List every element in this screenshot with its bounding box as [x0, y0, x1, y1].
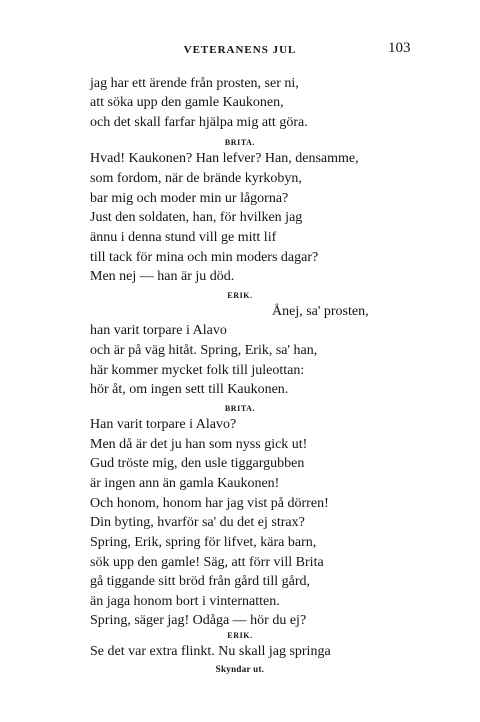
verse-line: än jaga honom bort i vinternatten. — [90, 594, 280, 609]
verse-line: Ånej, sa' prosten, — [272, 304, 369, 319]
verse-line: ännu i denna stund vill ge mitt lif — [90, 230, 277, 245]
verse-line: Spring, Erik, spring för lifvet, kära barn, — [90, 535, 317, 550]
speaker-name: ERIK. — [227, 291, 253, 300]
verse-line: att söka upp den gamle Kaukonen, — [90, 95, 284, 110]
stage-direction: Skyndar ut. — [215, 664, 265, 674]
verse-line: här kommer mycket folk till juleottan: — [90, 363, 305, 378]
verse-line: och är på väg hitåt. Spring, Erik, sa' han, — [90, 343, 318, 358]
verse-line: till tack för mina och min moders dagar? — [90, 250, 319, 265]
verse-line: Spring, säger jag! Odåga — hör du ej? — [90, 613, 307, 628]
speaker-name: ERIK. — [227, 631, 253, 640]
verse-line: gå tiggande sitt bröd från gård till gård, — [90, 574, 311, 589]
verse-line: som fordom, när de brände kyrkobyn, — [90, 171, 302, 186]
verse-line: han varit torpare i Alavo — [90, 323, 227, 338]
running-title: VETERANENS JUL — [183, 44, 297, 56]
verse-line: bar mig och moder min ur lågorna? — [90, 191, 289, 206]
speaker-name: BRITA. — [224, 404, 256, 413]
speaker-name: BRITA. — [224, 138, 256, 147]
verse-line: Men nej — han är ju död. — [90, 269, 235, 284]
verse-line: Och honom, honom har jag vist på dörren! — [90, 496, 329, 511]
verse-line: Se det var extra flinkt. Nu skall jag springa — [90, 644, 331, 659]
verse-line: Han varit torpare i Alavo? — [90, 417, 237, 432]
verse-line: Men då är det ju han som nyss gick ut! — [90, 437, 308, 452]
verse-line: och det skall farfar hjälpa mig att göra. — [90, 115, 308, 130]
verse-line: Gud tröste mig, den usle tiggargubben — [90, 456, 305, 471]
verse-line: Just den soldaten, han, för hvilken jag — [90, 210, 303, 225]
verse-line: sök upp den gamle! Säg, att förr vill Brita — [90, 555, 324, 570]
verse-line: hör åt, om ingen sett till Kaukonen. — [90, 382, 289, 397]
verse-line: jag har ett ärende från prosten, ser ni, — [90, 76, 299, 91]
page-number: 103 — [388, 40, 411, 56]
page-header — [0, 40, 480, 60]
verse-line: är ingen ann än gamla Kaukonen! — [90, 476, 280, 491]
verse-line: Din byting, hvarför sa' du det ej strax? — [90, 515, 305, 530]
verse-line: Hvad! Kaukonen? Han lefver? Han, densamme, — [90, 151, 359, 166]
